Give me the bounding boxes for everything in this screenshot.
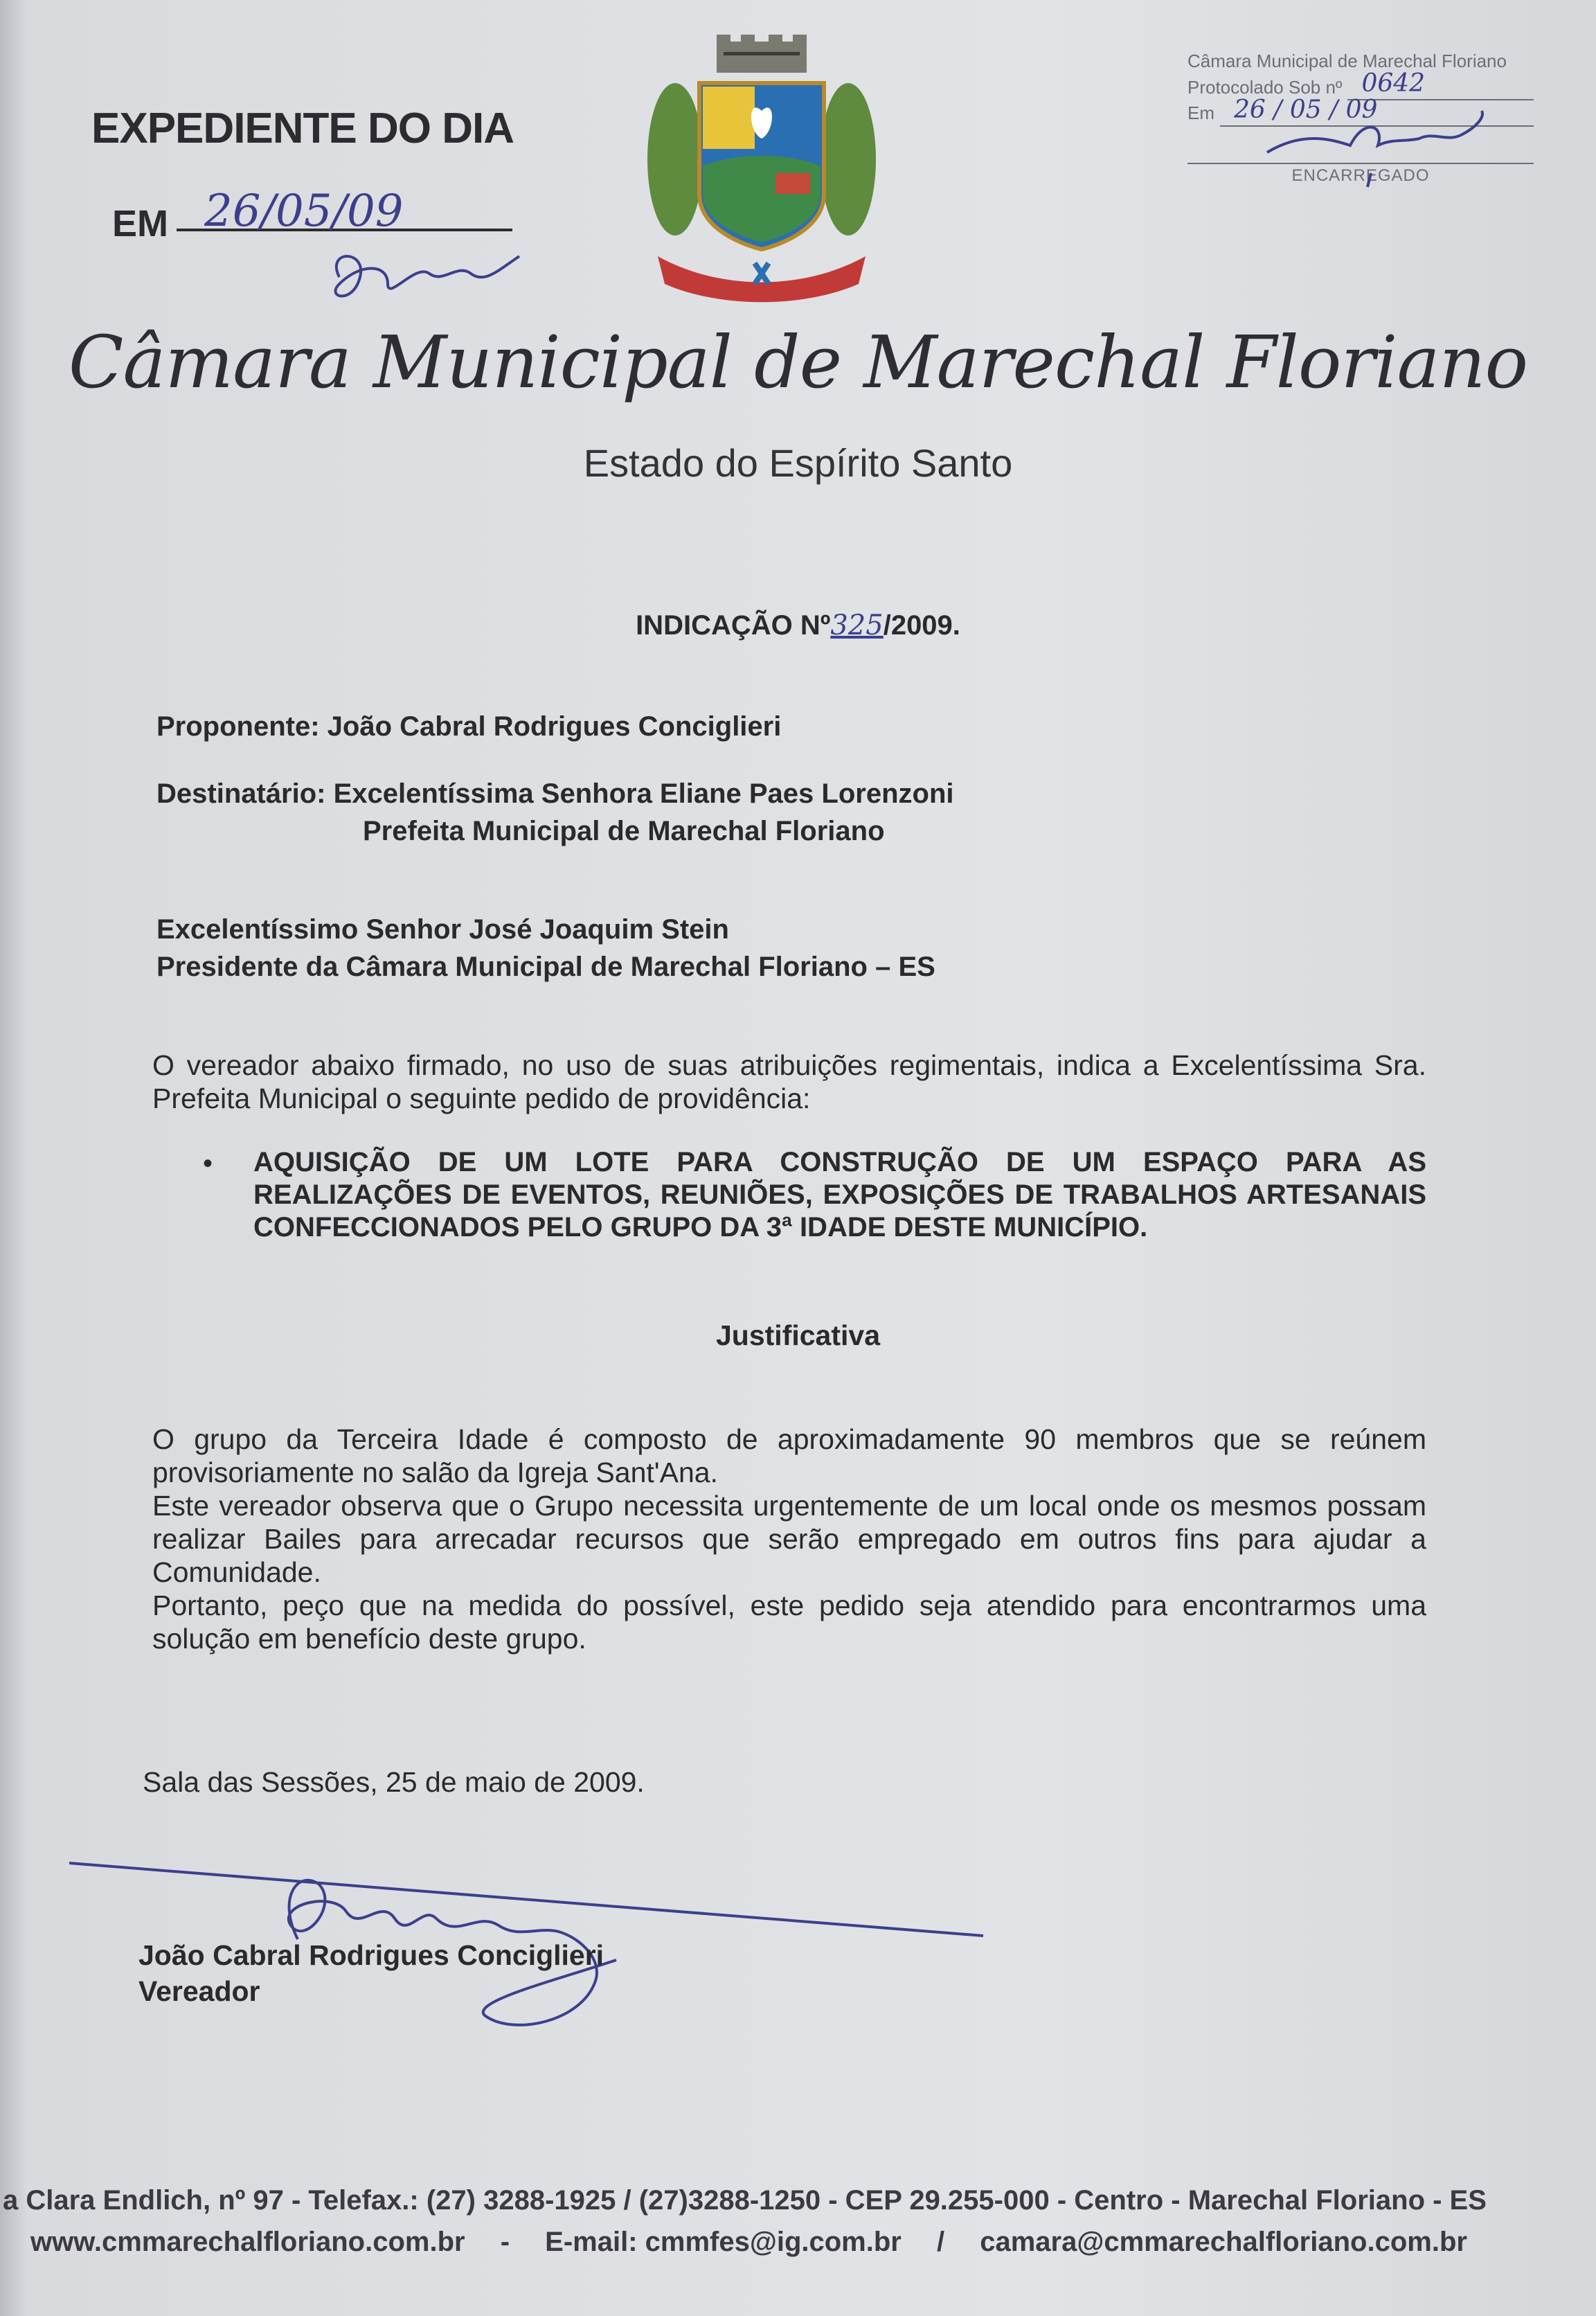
- chamber-title: Câmara Municipal de Marechal Floriano: [68, 320, 1528, 404]
- footer-website: www.cmmarechalfloriano.com.br: [30, 2227, 465, 2257]
- request-bullet: AQUISIÇÃO DE UM LOTE PARA CONSTRUÇÃO DE UM ESPAÇO PARA AS REALIZAÇÕES DE EVENTOS, REUNIÕES, EXPOSIÇÕES DE TRABALHOS ARTESANAIS CONFECCIONADOS PELO GRUPO DA 3ª IDADE DESTE MUNICÍPIO.: [253, 1147, 1426, 1243]
- protocol-number: 0642: [1361, 69, 1426, 98]
- protocol-signer-label: ENCARREGADO: [1187, 163, 1534, 188]
- indication-number: 325: [830, 609, 884, 641]
- justification-body: [152, 1423, 1426, 1656]
- protocol-date-label: Em: [1187, 103, 1214, 124]
- footer-email-2: camara@cmmarechalfloriano.com.br: [980, 2227, 1467, 2257]
- bullet-icon: •: [203, 1148, 213, 1179]
- protocol-line1: Câmara Municipal de Marechal Floriano: [1187, 51, 1507, 71]
- signer-name: João Cabral Rodrigues Conciglieri: [138, 1939, 604, 1971]
- footer-address: a Clara Endlich, nº 97 - Telefax.: (27) 3288-1925 / (27)3288-1250 - CEP 29.255-000 - Centro - Marechal Floriano - ES: [3, 2185, 1487, 2216]
- state-subtitle: Estado do Espírito Santo: [583, 441, 1013, 485]
- justification-paragraph-2: Este vereador observa que o Grupo necessita urgentemente de um local onde os mesmos possam realizar Bailes para arrecadar recursos que serão empregado em outros fins para ajudar a Comunidade.: [152, 1489, 1426, 1588]
- footer-separator: -: [500, 2227, 510, 2257]
- protocol-signature: [1246, 104, 1509, 201]
- addressee-line1: Excelentíssimo Senhor José Joaquim Stein: [156, 914, 729, 945]
- place-date: Sala das Sessões, 25 de maio de 2009.: [143, 1766, 645, 1798]
- intro-paragraph: O vereador abaixo firmado, no uso de suas atribuições regimentais, indica a Excelentíssima Sra. Prefeita Municipal o seguinte pedido de providência:: [152, 1049, 1426, 1114]
- recipient-line1: Destinatário: Excelentíssima Senhora Eliane Paes Lorenzoni: [156, 778, 954, 809]
- footer-email: E-mail: cmmfes@ig.com.br: [545, 2227, 902, 2257]
- protocol-date: 26 / 05 / 09: [1234, 95, 1378, 124]
- protocol-label: Protocolado Sob nº: [1187, 76, 1343, 98]
- stamp-initials-signature: [312, 235, 533, 319]
- footer-contacts: [30, 2227, 1595, 2258]
- footer-separator-2: /: [936, 2227, 945, 2257]
- stamp-handwritten-date: 26/05/09: [204, 186, 404, 237]
- justification-title: Justificativa: [716, 1319, 880, 1351]
- coat-of-arms-icon: [637, 35, 886, 312]
- proponent: Proponente: João Cabral Rodrigues Conciglieri: [156, 711, 782, 742]
- indication-heading: INDICAÇÃO Nº325/2009.: [636, 609, 960, 641]
- signer-role: Vereador: [138, 1975, 260, 2007]
- stamp-title: EXPEDIENTE DO DIA: [91, 105, 514, 152]
- stamp-em-label: EM: [112, 203, 168, 244]
- justification-paragraph-3: Portanto, peço que na medida do possível, este pedido seja atendido para encontrarmos uma solução em benefício deste grupo.: [152, 1589, 1426, 1655]
- recipient-line2: Prefeita Municipal de Marechal Floriano: [363, 816, 885, 846]
- justification-paragraph-1: O grupo da Terceira Idade é composto de aproximadamente 90 membros que se reúnem provisoriamente no salão da Igreja Sant'Ana.: [152, 1423, 1426, 1488]
- addressee-line2: Presidente da Câmara Municipal de Marechal Floriano – ES: [156, 952, 935, 982]
